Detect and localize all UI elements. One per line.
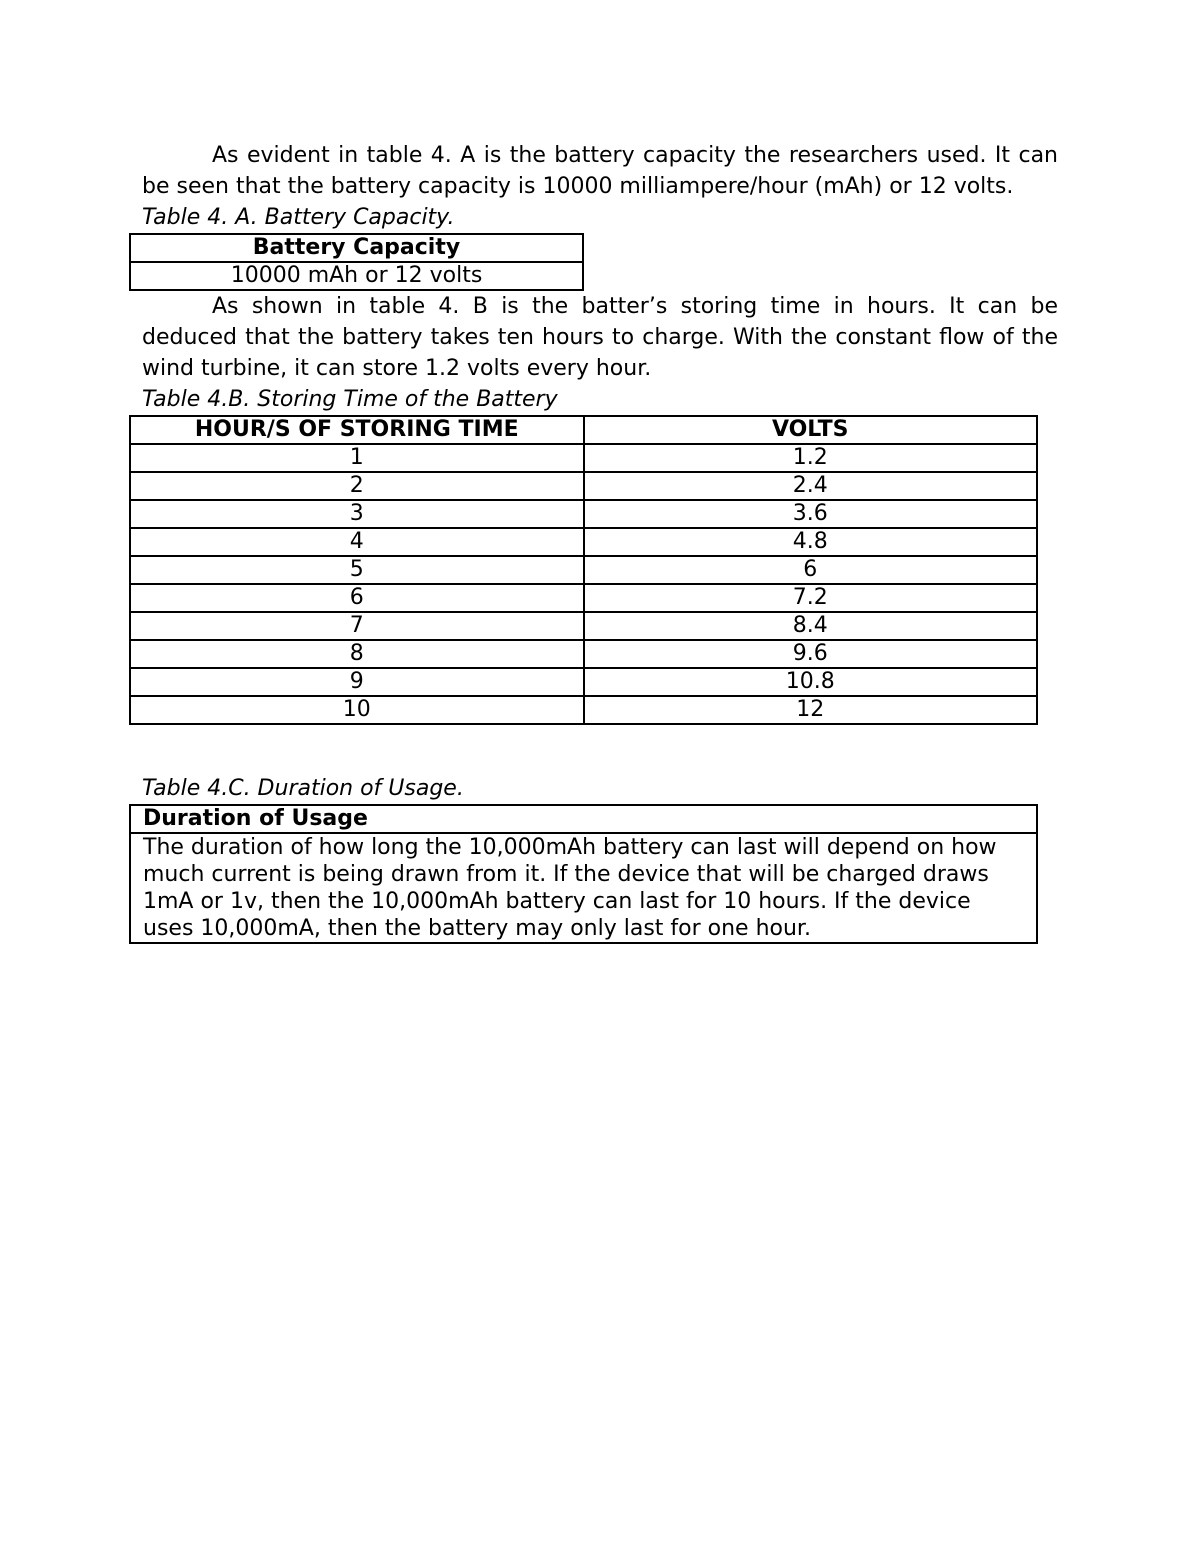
table-a-header: Battery Capacity: [130, 234, 583, 262]
volts-cell: 10.8: [584, 668, 1038, 696]
table-row: [130, 500, 1037, 528]
volts-cell: 1.2: [584, 444, 1038, 472]
table-c-body-row: [130, 833, 1037, 943]
intro-paragraph: As evident in table 4. A is the battery capacity the researchers used. It can be seen that the battery capacity is 10000 milliampere/hour (mAh) or 12 volts.: [142, 143, 1058, 199]
hours-cell: 9: [130, 668, 584, 696]
battery-capacity-table: [129, 233, 584, 291]
table-c-body: The duration of how long the 10,000mAh battery can last will depend on how much current is being drawn from it. If the device that will be charged draws 1mA or 1v, then the 10,000mAh battery can last for 10 hours. If the device uses 10,000mA, then the battery may only last for one hour.: [130, 833, 1037, 943]
volts-cell: 4.8: [584, 528, 1038, 556]
table-a-value: 10000 mAh or 12 volts: [130, 262, 583, 290]
table-a-value-row: [130, 262, 583, 290]
hours-cell: 2: [130, 472, 584, 500]
hours-cell: 5: [130, 556, 584, 584]
table-c-header: Duration of Usage: [130, 805, 1037, 833]
volts-cell: 6: [584, 556, 1038, 584]
hours-cell: 1: [130, 444, 584, 472]
section-spacer: [142, 725, 1058, 773]
volts-cell: 2.4: [584, 472, 1038, 500]
storing-time-table: [129, 415, 1038, 725]
table-b-caption: Table 4.B. Storing Time of the Battery: [142, 387, 558, 412]
table-row: [130, 640, 1037, 668]
second-paragraph: As shown in table 4. B is the batter’s storing time in hours. It can be deduced that the battery takes ten hours to charge. With the constant flow of the wind turbine, it can store 1.2 volts every hour.: [142, 294, 1058, 381]
volts-cell: 7.2: [584, 584, 1038, 612]
table-a-header-row: [130, 234, 583, 262]
table-row: [130, 584, 1037, 612]
hours-cell: 6: [130, 584, 584, 612]
hours-cell: 4: [130, 528, 584, 556]
table-a-caption: Table 4. A. Battery Capacity.: [142, 205, 455, 230]
volts-cell: 9.6: [584, 640, 1038, 668]
duration-of-usage-table: [129, 804, 1038, 944]
table-row: [130, 556, 1037, 584]
hours-column-header: HOUR/S OF STORING TIME: [130, 416, 584, 444]
table-row: [130, 612, 1037, 640]
table-c-caption: Table 4.C. Duration of Usage.: [142, 776, 464, 801]
hours-cell: 7: [130, 612, 584, 640]
hours-cell: 3: [130, 500, 584, 528]
volts-cell: 12: [584, 696, 1038, 724]
volts-column-header: VOLTS: [584, 416, 1038, 444]
volts-cell: 3.6: [584, 500, 1038, 528]
hours-cell: 8: [130, 640, 584, 668]
volts-cell: 8.4: [584, 612, 1038, 640]
table-row: [130, 472, 1037, 500]
table-row: [130, 668, 1037, 696]
table-c-header-row: [130, 805, 1037, 833]
table-row: [130, 696, 1037, 724]
table-row: [130, 528, 1037, 556]
table-b-header-row: [130, 416, 1037, 444]
table-row: [130, 444, 1037, 472]
document-page: [142, 140, 1058, 944]
hours-cell: 10: [130, 696, 584, 724]
